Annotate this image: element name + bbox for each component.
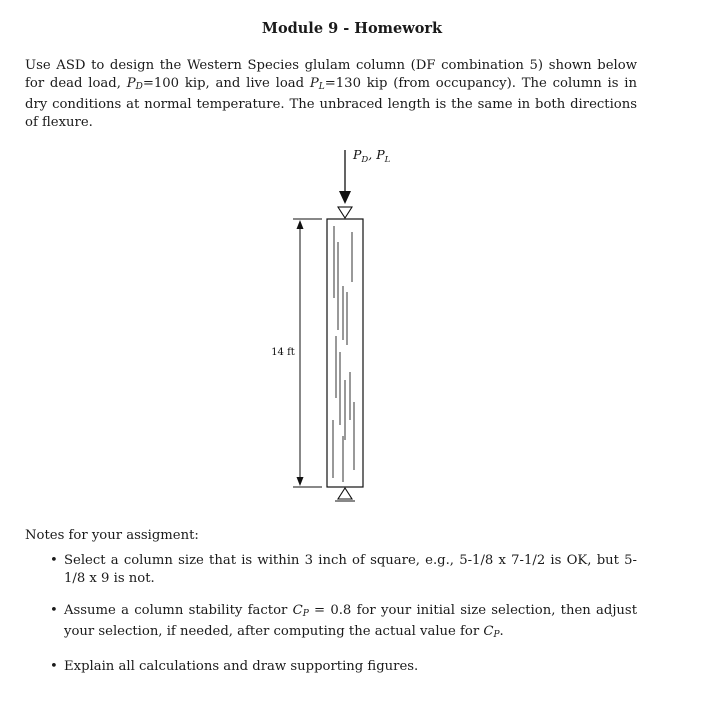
bullet-icon: • — [50, 659, 58, 674]
note-text-2b: = 0.8 for your initial size selection, then adjust your selection, if needed, after computing the actual value for — [64, 603, 637, 639]
cp-symbol: C — [292, 603, 303, 618]
dimension-arrow-top — [297, 220, 304, 229]
bottom-pin-support — [338, 488, 352, 499]
list-item — [25, 552, 637, 588]
page-title: Module 9 - Homework — [261, 20, 443, 37]
note-text-2c: . — [499, 624, 504, 639]
problem-text-3: =130 kip (from occupancy). The column is in dry conditions at normal temperature. The unbraced length is the same in both directions of flexure. — [25, 76, 637, 130]
bullet-icon: • — [50, 553, 58, 568]
problem-text-2: =100 kip, and live load — [142, 76, 310, 91]
list-item — [25, 658, 637, 676]
note-text-1: Select a column size that is within 3 inch of square, e.g., 5-1/8 x 7-1/2 is OK, but 5-1/8 x 9 is not. — [64, 553, 637, 586]
load-arrow-head — [339, 191, 351, 204]
pl-subscript: L — [318, 82, 325, 92]
list-item — [25, 602, 637, 644]
cp-subscript-2: P — [493, 630, 500, 640]
bullet-icon: • — [50, 603, 58, 618]
notes-heading: Notes for your assigment: — [25, 528, 199, 543]
length-label: 14 ft — [271, 347, 295, 358]
note-text-2a: Assume a column stability factor — [64, 603, 293, 618]
dimension-arrow-bottom — [297, 477, 304, 486]
notes-list — [25, 552, 637, 690]
load-label: $P_D$, $P_L$ — [353, 147, 391, 165]
pl-symbol: P — [309, 76, 319, 91]
pd-symbol: P — [126, 76, 136, 91]
column-body — [327, 219, 363, 487]
cp-subscript: P — [302, 609, 309, 619]
pd-subscript: D — [135, 82, 143, 92]
note-text-3: Explain all calculations and draw supporting figures. — [64, 659, 419, 674]
problem-text-1: Use ASD to design the Western Species glulam column (DF combination 5) shown below for dead load, — [25, 58, 637, 91]
top-pin-support — [338, 207, 352, 218]
cp-symbol-2: C — [483, 624, 494, 639]
